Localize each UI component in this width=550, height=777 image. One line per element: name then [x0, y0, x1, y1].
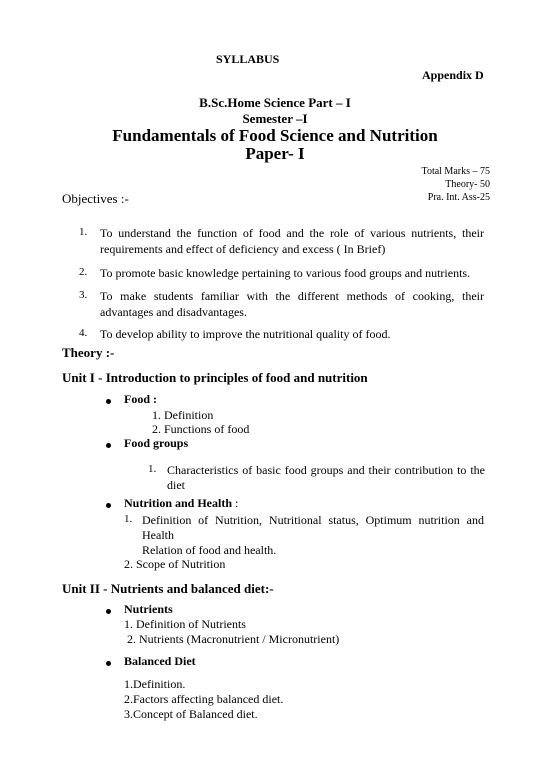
list-number: 1. [124, 513, 133, 525]
syllabus-label: SYLLABUS [216, 52, 280, 66]
balanced-diet-title: Balanced Diet [124, 654, 196, 668]
food-groups-title: Food groups [124, 436, 189, 450]
objective-text-cont: advantages and disadvantages. [100, 305, 247, 319]
objective-text: To promote basic knowledge pertaining to various food groups and nutrients. [100, 266, 471, 280]
list-item: 3.Concept of Balanced diet. [124, 707, 258, 721]
list-number: 1. [148, 463, 157, 475]
nutrition-health-colon: : [232, 496, 239, 510]
bullet-icon [106, 661, 111, 666]
nutrition-health-title-text: Nutrition and Health [124, 496, 233, 510]
list-item-cont: Relation of food and health. [142, 543, 277, 557]
objective-number: 4. [79, 327, 88, 339]
list-item: Characteristics of basic food groups and their contribution to the [167, 463, 485, 477]
list-item: 2.Factors affecting balanced diet. [124, 692, 284, 706]
objective-text: To develop ability to improve the nutritional quality of food. [100, 327, 391, 341]
page-title: Fundamentals of Food Science and Nutrition [112, 126, 438, 145]
objective-text: To understand the function of food and the role of various nutrients, their [100, 226, 484, 240]
objective-number: 3. [79, 289, 88, 301]
list-item-cont: diet [167, 478, 185, 492]
bullet-icon [106, 399, 111, 404]
unit-2-heading: Unit II - Nutrients and balanced diet:- [62, 581, 274, 596]
bullet-icon [106, 443, 111, 448]
list-item-cont: Health [142, 528, 174, 542]
theory-heading: Theory :- [62, 345, 115, 360]
semester-title: Semester –I [242, 111, 308, 126]
course-title: B.Sc.Home Science Part – I [199, 95, 351, 110]
list-item: 2. Scope of Nutrition [124, 557, 226, 571]
objective-text: To make students familiar with the different methods of cooking, their [100, 289, 484, 303]
list-item: Definition of Nutrition, Nutritional status, Optimum nutrition and [142, 513, 484, 527]
objective-text-cont: requirements and effect of deficiency and excess ( In Brief) [100, 242, 386, 256]
nutrition-health-title [124, 496, 238, 511]
bullet-icon [106, 609, 111, 614]
total-marks: Total Marks – 75 [421, 166, 490, 177]
paper-title: Paper- I [245, 144, 305, 163]
list-item: 2. Nutrients (Macronutrient / Micronutrient) [127, 632, 340, 646]
appendix-label: Appendix D [422, 68, 484, 82]
practical-marks: Pra. Int. Ass-25 [427, 192, 490, 203]
objective-number: 2. [79, 266, 88, 278]
objective-number: 1. [79, 226, 88, 238]
list-item: 1. Definition [152, 408, 214, 422]
theory-marks: Theory- 50 [445, 179, 490, 190]
food-title: Food : [124, 392, 157, 406]
list-item: 2. Functions of food [152, 422, 250, 436]
objectives-heading: Objectives :- [62, 191, 129, 206]
bullet-icon [106, 503, 111, 508]
list-item: 1.Definition. [124, 677, 186, 691]
unit-1-heading: Unit I - Introduction to principles of food and nutrition [62, 370, 368, 385]
list-item: 1. Definition of Nutrients [124, 617, 246, 631]
nutrients-title: Nutrients [124, 602, 173, 616]
